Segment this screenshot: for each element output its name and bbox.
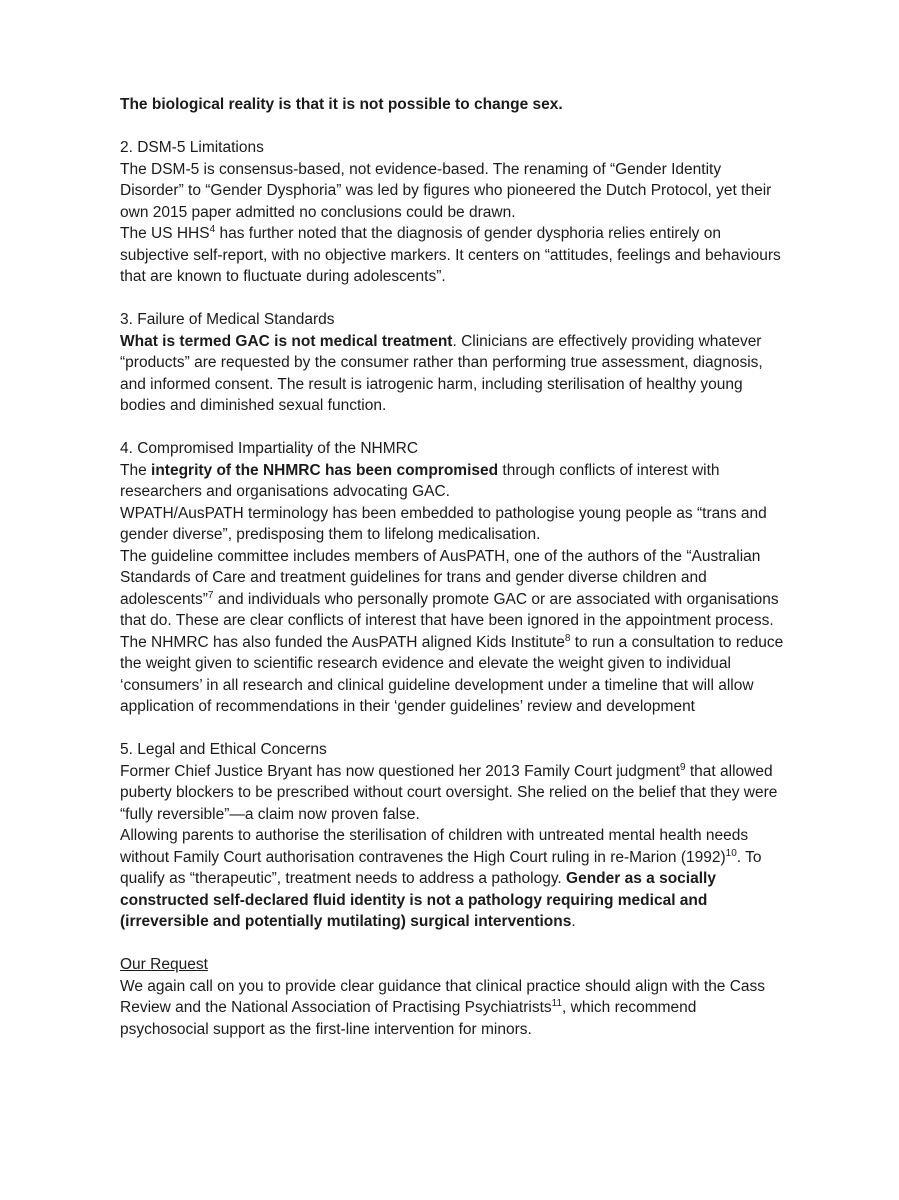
section-4-paragraph-2 xyxy=(120,503,784,546)
text-run: . To qualify as “therapeutic”, treatment needs to address a pathology. xyxy=(120,848,762,887)
section-5-paragraph-2 xyxy=(120,825,784,933)
text-run: The DSM-5 is consensus-based, not evidence-based. The renaming of “Gender Identity Disorder” to “Gender Dysphoria” was led by figures who pioneered the Dutch Protocol, yet their own 2015 paper admitted no conclusions could be drawn. xyxy=(120,160,772,221)
text-run: The guideline committee includes members of AusPATH, one of the authors of the “Australian Standards of Care and treatment guidelines for trans and gender diverse children and adolescents” xyxy=(120,547,761,608)
blank-line xyxy=(120,718,784,740)
text-run: Gender as a socially constructed self-declared fluid identity is not a pathology requiring medical and (irreversible and potentially mutilating) surgical interventions xyxy=(120,870,716,930)
blank-line xyxy=(120,116,784,138)
footnote-reference: 11 xyxy=(551,997,563,1009)
text-run: What is termed GAC is not medical treatment xyxy=(120,332,453,350)
section-4-heading xyxy=(120,438,784,460)
section-5-paragraph-1 xyxy=(120,761,784,826)
section-3-paragraph-1 xyxy=(120,331,784,417)
text-run: that allowed puberty blockers to be prescribed without court oversight. She relied on the belief that they were “fully reversible”—a claim now proven false. xyxy=(120,762,778,823)
section-4-paragraph-1 xyxy=(120,460,784,503)
text-run: WPATH/AusPATH terminology has been embedded to pathologise young people as “trans and gender diverse”, predisposing them to lifelong medicalisation. xyxy=(120,504,767,543)
text-run: . Clinicians are effectively providing whatever “products” are requested by the consumer rather than performing true assessment, diagnosis, and informed consent. The result is iatrogenic harm, including sterilisation of healthy young bodies and diminished sexual function. xyxy=(120,332,763,414)
footnote-reference: 8 xyxy=(564,632,571,644)
text-run: 4. Compromised Impartiality of the NHMRC xyxy=(120,440,419,457)
blank-line xyxy=(120,417,784,439)
text-run: 5. Legal and Ethical Concerns xyxy=(120,741,327,758)
text-run: The xyxy=(120,461,152,479)
document-body xyxy=(120,94,784,1040)
footnote-reference: 9 xyxy=(680,761,686,773)
text-run: Former Chief Justice Bryant has now questioned her 2013 Family Court judgment xyxy=(120,762,680,780)
text-run: The NHMRC has also funded the AusPATH aligned Kids Institute xyxy=(120,633,565,651)
text-run: 2. DSM-5 Limitations xyxy=(120,139,264,156)
section-2-paragraph-1 xyxy=(120,159,784,224)
text-run: has further noted that the diagnosis of gender dysphoria relies entirely on subjective self-report, with no objective markers. It centers on “attitudes, feelings and behaviours that are known to fluctuate during adolescents”. xyxy=(120,225,781,285)
text-run: through conflicts of interest with researchers and organisations advocating GAC. xyxy=(120,461,720,500)
text-run: Allowing parents to authorise the sterilisation of children with untreated mental health needs without Family Court authorisation contravenes the High Court ruling in re-Marion (1992) xyxy=(120,827,749,866)
footnote-reference: 10 xyxy=(725,847,737,859)
section-2-heading xyxy=(120,137,784,159)
text-run: The biological reality is that it is not possible to change sex. xyxy=(120,96,563,113)
footnote-reference: 4 xyxy=(209,223,216,235)
text-run: Our Request xyxy=(120,956,208,973)
section-4-paragraph-4 xyxy=(120,632,784,718)
text-run: to run a consultation to reduce the weight given to scientific research evidence and elevate the weight given to individual ‘consumers’ in all research and clinical guideline development under a timeline that will allow application of recommendations in their ‘gender guidelines’ review and development xyxy=(120,633,784,715)
footnote-reference: 7 xyxy=(207,589,214,601)
text-run: . xyxy=(571,913,576,930)
section-3-heading xyxy=(120,309,784,331)
section-4-paragraph-3 xyxy=(120,546,784,632)
text-run: 3. Failure of Medical Standards xyxy=(120,311,335,328)
blank-line xyxy=(120,288,784,310)
section-2-paragraph-2 xyxy=(120,223,784,288)
text-run: , which recommend psychosocial support as the first-line intervention for minors. xyxy=(120,999,697,1038)
our-request-paragraph xyxy=(120,976,784,1041)
blank-line xyxy=(120,933,784,955)
intro-statement xyxy=(120,94,784,116)
our-request-heading xyxy=(120,954,784,976)
section-5-heading xyxy=(120,739,784,761)
text-run: The US HHS xyxy=(120,225,210,242)
text-run: and individuals who personally promote GAC or are associated with organisations that do. These are clear conflicts of interest that have been ignored in the appointment process. xyxy=(120,590,779,629)
text-run: We again call on you to provide clear guidance that clinical practice should align with the Cass Review and the National Association of Practising Psychiatrists xyxy=(120,977,766,1016)
text-run: integrity of the NHMRC has been compromised xyxy=(151,461,499,479)
